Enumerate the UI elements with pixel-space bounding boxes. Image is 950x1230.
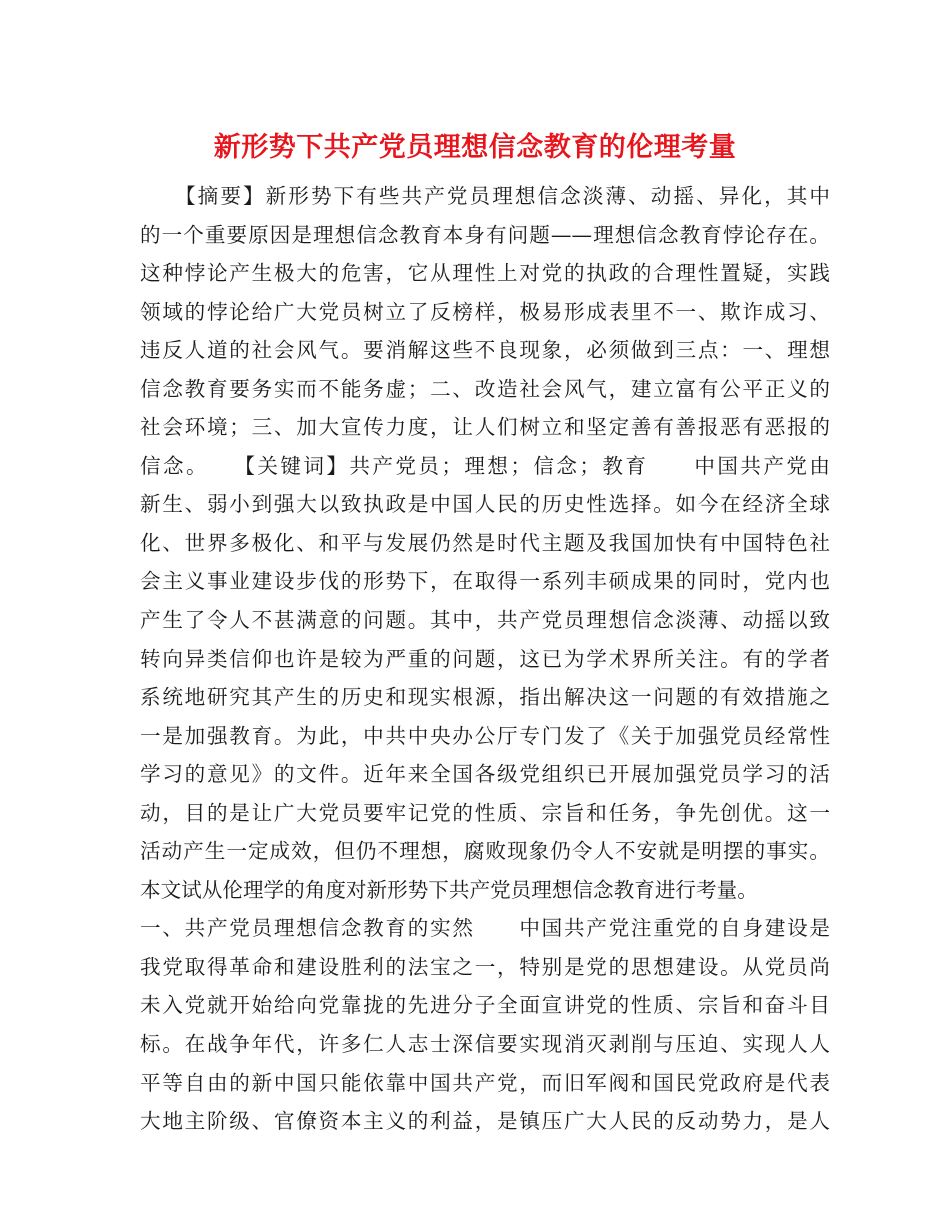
body-line: 违反人道的社会风气。要消解这些不良现象，必须做到三点：一、理想 xyxy=(140,338,830,363)
body-line: 转向异类信仰也许是较为严重的问题，这已为学术界所关注。有的学者 xyxy=(140,646,830,671)
body-line: 信念教育要务实而不能务虚；二、改造社会风气，建立富有公平正义的 xyxy=(140,376,830,401)
body-line: 领域的悖论给广大党员树立了反榜样，极易形成表里不一、欺诈成习、 xyxy=(140,299,830,324)
body-line: 未入党就开始给向党靠拢的先进分子全面宣讲党的性质、宗旨和奋斗目 xyxy=(140,993,830,1018)
body-line: 系统地研究其产生的历史和现实根源，指出解决这一问题的有效措施之 xyxy=(140,685,830,710)
body-line: 本文试从伦理学的角度对新形势下共产党员理想信念教育进行考量。 xyxy=(140,877,758,902)
body-line: 一是加强教育。为此，中共中央办公厅专门发了《关于加强党员经常性 xyxy=(140,723,830,748)
body-line: 【摘要】新形势下有些共产党员理想信念淡薄、动摇、异化，其中 xyxy=(140,184,830,208)
body-line: 信念。 【关键词】共产党员；理想；信念；教育 中国共产党由 xyxy=(140,453,830,478)
body-line: 社会环境；三、加大宣传力度，让人们树立和坚定善有善报恶有恶报的 xyxy=(140,415,830,440)
body-line: 新生、弱小到强大以致执政是中国人民的历史性选择。如今在经济全球 xyxy=(140,492,830,517)
body-line: 这种悖论产生极大的危害，它从理性上对党的执政的合理性置疑，实践 xyxy=(140,261,830,286)
body-line: 动，目的是让广大党员要牢记党的性质、宗旨和任务，争先创优。这一 xyxy=(140,800,830,825)
document-title: 新形势下共产党员理想信念教育的伦理考量 xyxy=(213,132,737,163)
document-body xyxy=(140,177,830,1141)
body-line: 产生了令人不甚满意的问题。其中，共产党员理想信念淡薄、动摇以致 xyxy=(140,608,830,633)
body-line: 化、世界多极化、和平与发展仍然是时代主题及我国加快有中国特色社 xyxy=(140,530,830,555)
body-line: 大地主阶级、官僚资本主义的利益，是镇压广大人民的反动势力，是人 xyxy=(140,1109,830,1134)
body-line: 会主义事业建设步伐的形势下，在取得一系列丰硕成果的同时，党内也 xyxy=(140,569,830,594)
body-line: 活动产生一定成效，但仍不理想，腐败现象仍令人不安就是明摆的事实。 xyxy=(140,839,830,864)
body-line: 标。在战争年代，许多仁人志士深信要实现消灭剥削与压迫、实现人人 xyxy=(140,1032,830,1057)
body-line: 平等自由的新中国只能依靠中国共产党，而旧军阀和国民党政府是代表 xyxy=(140,1070,830,1095)
body-line: 学习的意见》的文件。近年来全国各级党组织已开展加强党员学习的活 xyxy=(140,762,830,787)
body-line: 一、共产党员理想信念教育的实然 中国共产党注重党的自身建设是 xyxy=(140,916,830,941)
body-line: 我党取得革命和建设胜利的法宝之一，特别是党的思想建设。从党员尚 xyxy=(140,954,830,979)
body-line: 的一个重要原因是理想信念教育本身有问题——理想信念教育悖论存在。 xyxy=(140,222,830,247)
